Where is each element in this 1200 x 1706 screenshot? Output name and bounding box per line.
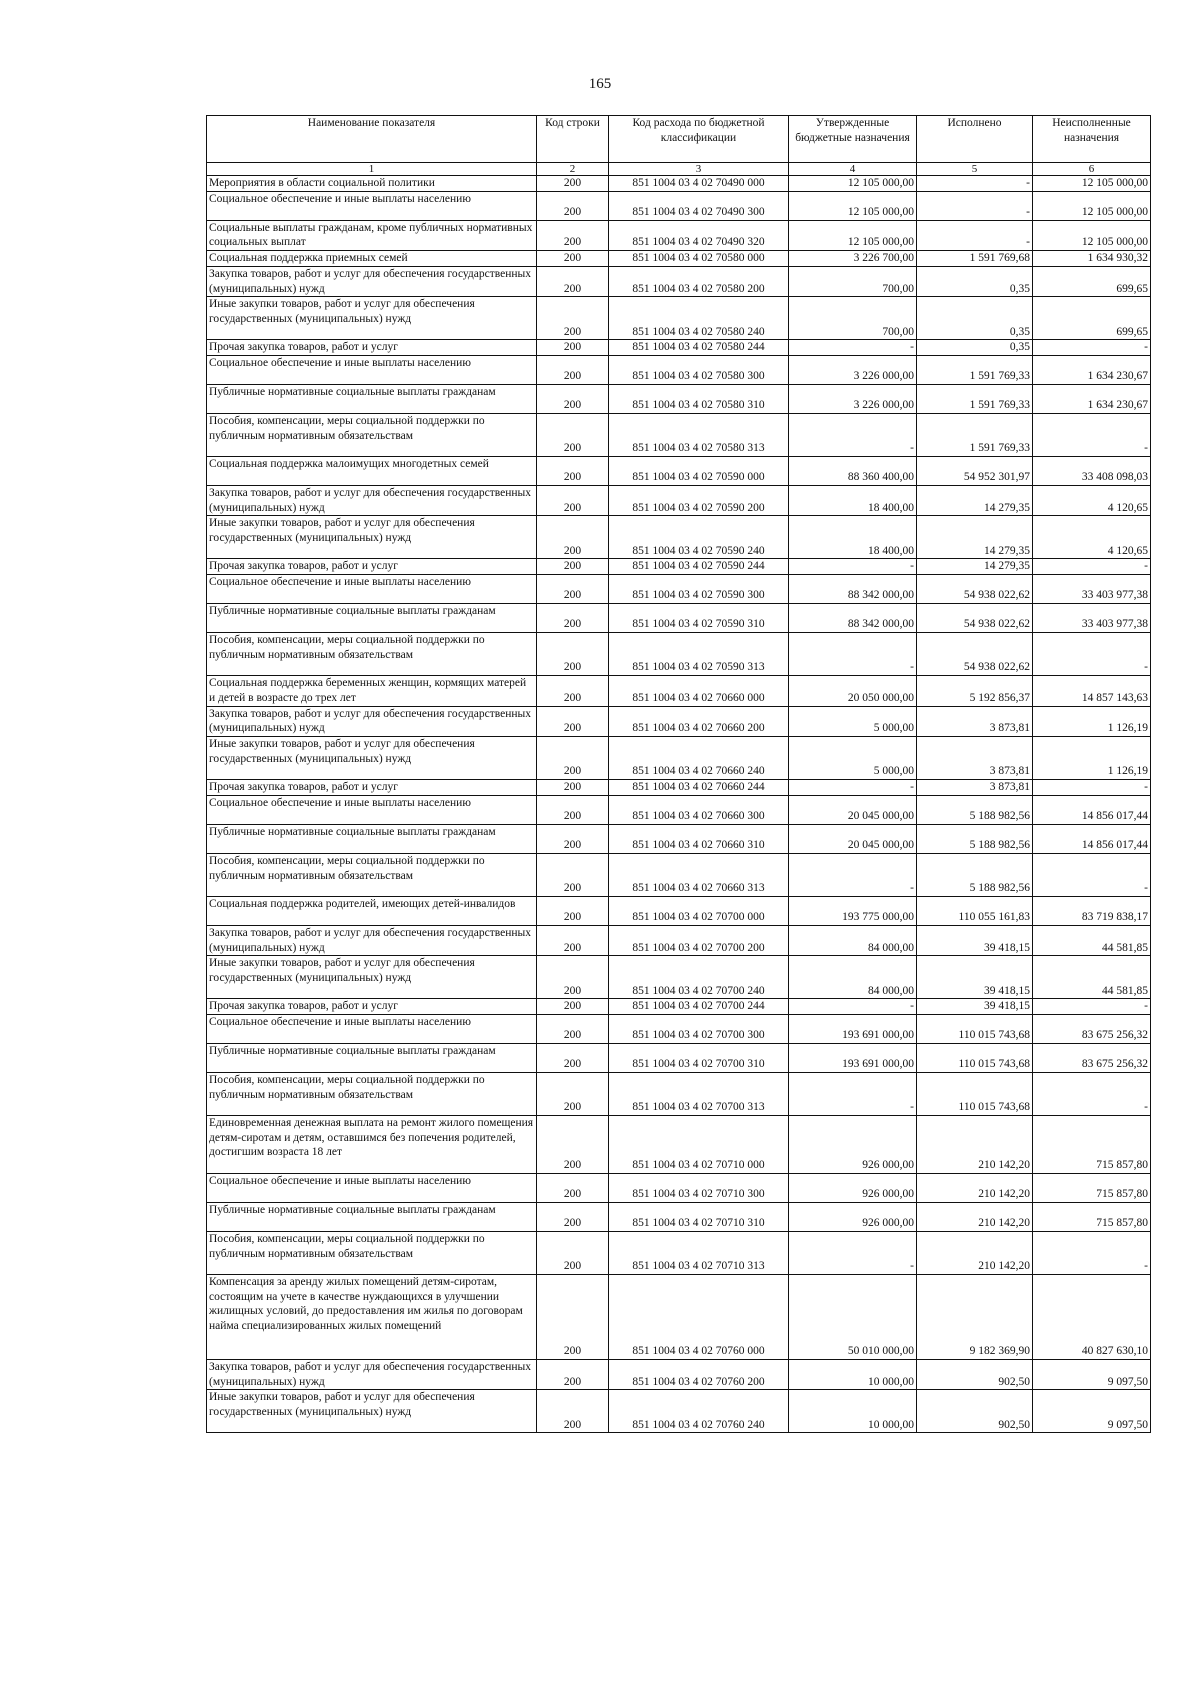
executed-amount-cell: 3 873,81 [917,706,1033,736]
approved-amount-cell: 926 000,00 [789,1115,917,1173]
budget-code-cell: 851 1004 03 4 02 70760 200 [609,1359,789,1389]
indicator-name-cell: Иные закупки товаров, работ и услуг для обеспечения государственных (муниципальных) нужд [207,516,537,559]
header-budget-classification-code: Код расхода по бюджетной классификации [609,116,789,163]
approved-amount-cell: 20 045 000,00 [789,795,917,824]
unexecuted-amount-cell: - [1033,1231,1151,1274]
approved-amount-cell: 20 050 000,00 [789,676,917,706]
indicator-name-cell: Социальное обеспечение и иные выплаты населению [207,795,537,824]
unexecuted-amount-cell: 715 857,80 [1033,1115,1151,1173]
indicator-name-cell: Иные закупки товаров, работ и услуг для обеспечения государственных (муниципальных) нужд [207,297,537,340]
table-row [207,266,1151,296]
unexecuted-amount-cell: - [1033,1072,1151,1115]
indicator-name-cell: Публичные нормативные социальные выплаты гражданам [207,385,537,414]
approved-amount-cell: 700,00 [789,266,917,296]
line-code-cell: 200 [537,1173,609,1202]
unexecuted-amount-cell: 12 105 000,00 [1033,220,1151,250]
table-row [207,1390,1151,1433]
executed-amount-cell: 210 142,20 [917,1115,1033,1173]
approved-amount-cell: 84 000,00 [789,925,917,955]
budget-code-cell: 851 1004 03 4 02 70700 310 [609,1043,789,1072]
unexecuted-amount-cell: 4 120,65 [1033,516,1151,559]
table-row [207,956,1151,999]
table-row [207,176,1151,192]
line-code-cell: 200 [537,1390,609,1433]
unexecuted-amount-cell: 83 675 256,32 [1033,1014,1151,1043]
indicator-name-cell: Иные закупки товаров, работ и услуг для обеспечения государственных (муниципальных) нужд [207,737,537,780]
budget-code-cell: 851 1004 03 4 02 70700 300 [609,1014,789,1043]
budget-code-cell: 851 1004 03 4 02 70580 244 [609,340,789,356]
executed-amount-cell: 0,35 [917,297,1033,340]
indicator-name-cell: Иные закупки товаров, работ и услуг для обеспечения государственных (муниципальных) нужд [207,1390,537,1433]
budget-code-cell: 851 1004 03 4 02 70660 310 [609,824,789,853]
unexecuted-amount-cell: 14 857 143,63 [1033,676,1151,706]
line-code-cell: 200 [537,176,609,192]
approved-amount-cell: 18 400,00 [789,486,917,516]
approved-amount-cell: 88 360 400,00 [789,457,917,486]
indicator-name-cell: Прочая закупка товаров, работ и услуг [207,999,537,1015]
line-code-cell: 200 [537,999,609,1015]
line-code-cell: 200 [537,853,609,896]
executed-amount-cell: 5 188 982,56 [917,795,1033,824]
budget-code-cell: 851 1004 03 4 02 70700 313 [609,1072,789,1115]
executed-amount-cell: 54 938 022,62 [917,633,1033,676]
budget-code-cell: 851 1004 03 4 02 70710 000 [609,1115,789,1173]
unexecuted-amount-cell: 14 856 017,44 [1033,824,1151,853]
indicator-name-cell: Публичные нормативные социальные выплаты гражданам [207,824,537,853]
table-row [207,1274,1151,1359]
unexecuted-amount-cell: 12 105 000,00 [1033,176,1151,192]
table-row [207,795,1151,824]
line-code-cell: 200 [537,1115,609,1173]
unexecuted-amount-cell: 33 408 098,03 [1033,457,1151,486]
approved-amount-cell: 18 400,00 [789,516,917,559]
table-row [207,486,1151,516]
line-code-cell: 200 [537,516,609,559]
budget-code-cell: 851 1004 03 4 02 70710 313 [609,1231,789,1274]
executed-amount-cell: - [917,191,1033,220]
executed-amount-cell: 110 015 743,68 [917,1014,1033,1043]
indicator-name-cell: Закупка товаров, работ и услуг для обеспечения государственных (муниципальных) нужд [207,486,537,516]
line-code-cell: 200 [537,1202,609,1231]
table-row [207,414,1151,457]
table-row [207,999,1151,1015]
budget-code-cell: 851 1004 03 4 02 70590 000 [609,457,789,486]
line-code-cell: 200 [537,604,609,633]
approved-amount-cell: 700,00 [789,297,917,340]
table-body [207,176,1151,1433]
unexecuted-amount-cell: 1 634 230,67 [1033,385,1151,414]
approved-amount-cell: - [789,559,917,575]
indicator-name-cell: Иные закупки товаров, работ и услуг для обеспечения государственных (муниципальных) нужд [207,956,537,999]
header-executed: Исполнено [917,116,1033,163]
table-row [207,737,1151,780]
unexecuted-amount-cell: 1 126,19 [1033,706,1151,736]
unexecuted-amount-cell: 12 105 000,00 [1033,191,1151,220]
table-row [207,676,1151,706]
budget-code-cell: 851 1004 03 4 02 70590 200 [609,486,789,516]
indicator-name-cell: Пособия, компенсации, меры социальной поддержки по публичным нормативным обязательствам [207,1072,537,1115]
budget-code-cell: 851 1004 03 4 02 70590 310 [609,604,789,633]
line-code-cell: 200 [537,956,609,999]
line-code-cell: 200 [537,385,609,414]
indicator-name-cell: Закупка товаров, работ и услуг для обеспечения государственных (муниципальных) нужд [207,925,537,955]
approved-amount-cell: - [789,999,917,1015]
executed-amount-cell: - [917,176,1033,192]
unexecuted-amount-cell: - [1033,633,1151,676]
budget-execution-table [206,115,1151,1433]
indicator-name-cell: Мероприятия в области социальной политики [207,176,537,192]
executed-amount-cell: 110 055 161,83 [917,896,1033,925]
indicator-name-cell: Закупка товаров, работ и услуг для обеспечения государственных (муниципальных) нужд [207,266,537,296]
approved-amount-cell: 50 010 000,00 [789,1274,917,1359]
table-row [207,633,1151,676]
approved-amount-cell: 10 000,00 [789,1359,917,1389]
line-code-cell: 200 [537,220,609,250]
line-code-cell: 200 [537,1043,609,1072]
table-row [207,824,1151,853]
approved-amount-cell: 5 000,00 [789,737,917,780]
table-row [207,457,1151,486]
approved-amount-cell: 20 045 000,00 [789,824,917,853]
column-number: 5 [917,163,1033,176]
table-row [207,1043,1151,1072]
executed-amount-cell: 210 142,20 [917,1231,1033,1274]
table-row [207,220,1151,250]
budget-code-cell: 851 1004 03 4 02 70760 240 [609,1390,789,1433]
line-code-cell: 200 [537,633,609,676]
budget-code-cell: 851 1004 03 4 02 70700 240 [609,956,789,999]
budget-code-cell: 851 1004 03 4 02 70590 300 [609,575,789,604]
budget-code-cell: 851 1004 03 4 02 70760 000 [609,1274,789,1359]
unexecuted-amount-cell: - [1033,559,1151,575]
line-code-cell: 200 [537,824,609,853]
budget-code-cell: 851 1004 03 4 02 70580 313 [609,414,789,457]
table-row [207,604,1151,633]
line-code-cell: 200 [537,1274,609,1359]
table-row [207,780,1151,796]
budget-code-cell: 851 1004 03 4 02 70660 240 [609,737,789,780]
executed-amount-cell: 54 952 301,97 [917,457,1033,486]
executed-amount-cell: 9 182 369,90 [917,1274,1033,1359]
approved-amount-cell: 12 105 000,00 [789,176,917,192]
indicator-name-cell: Социальное обеспечение и иные выплаты населению [207,356,537,385]
budget-code-cell: 851 1004 03 4 02 70700 244 [609,999,789,1015]
executed-amount-cell: 210 142,20 [917,1173,1033,1202]
approved-amount-cell: 193 691 000,00 [789,1014,917,1043]
budget-code-cell: 851 1004 03 4 02 70490 320 [609,220,789,250]
executed-amount-cell: 39 418,15 [917,956,1033,999]
indicator-name-cell: Пособия, компенсации, меры социальной поддержки по публичным нормативным обязательствам [207,1231,537,1274]
line-code-cell: 200 [537,486,609,516]
unexecuted-amount-cell: 715 857,80 [1033,1202,1151,1231]
indicator-name-cell: Социальное обеспечение и иные выплаты населению [207,1173,537,1202]
column-number: 3 [609,163,789,176]
executed-amount-cell: 39 418,15 [917,999,1033,1015]
line-code-cell: 200 [537,780,609,796]
executed-amount-cell: 14 279,35 [917,486,1033,516]
line-code-cell: 200 [537,676,609,706]
unexecuted-amount-cell: 715 857,80 [1033,1173,1151,1202]
budget-code-cell: 851 1004 03 4 02 70710 300 [609,1173,789,1202]
budget-code-cell: 851 1004 03 4 02 70660 244 [609,780,789,796]
table-row [207,1115,1151,1173]
line-code-cell: 200 [537,1072,609,1115]
budget-code-cell: 851 1004 03 4 02 70660 313 [609,853,789,896]
budget-code-cell: 851 1004 03 4 02 70580 000 [609,251,789,267]
budget-code-cell: 851 1004 03 4 02 70580 310 [609,385,789,414]
unexecuted-amount-cell: - [1033,853,1151,896]
line-code-cell: 200 [537,706,609,736]
executed-amount-cell: 0,35 [917,266,1033,296]
budget-code-cell: 851 1004 03 4 02 70590 244 [609,559,789,575]
header-unexecuted-appropriations: Неисполненные назначения [1033,116,1151,163]
unexecuted-amount-cell: 14 856 017,44 [1033,795,1151,824]
approved-amount-cell: 5 000,00 [789,706,917,736]
unexecuted-amount-cell: 44 581,85 [1033,925,1151,955]
executed-amount-cell: 1 591 769,33 [917,414,1033,457]
indicator-name-cell: Социальное обеспечение и иные выплаты населению [207,1014,537,1043]
line-code-cell: 200 [537,737,609,780]
table-row [207,896,1151,925]
executed-amount-cell: 39 418,15 [917,925,1033,955]
unexecuted-amount-cell: - [1033,414,1151,457]
unexecuted-amount-cell: 699,65 [1033,297,1151,340]
approved-amount-cell: 926 000,00 [789,1173,917,1202]
indicator-name-cell: Публичные нормативные социальные выплаты гражданам [207,1202,537,1231]
unexecuted-amount-cell: 83 719 838,17 [1033,896,1151,925]
line-code-cell: 200 [537,896,609,925]
unexecuted-amount-cell: - [1033,340,1151,356]
line-code-cell: 200 [537,1231,609,1274]
column-number: 6 [1033,163,1151,176]
column-number: 1 [207,163,537,176]
budget-code-cell: 851 1004 03 4 02 70660 000 [609,676,789,706]
table-row [207,356,1151,385]
column-number: 2 [537,163,609,176]
table-row [207,925,1151,955]
approved-amount-cell: - [789,1231,917,1274]
executed-amount-cell: 5 188 982,56 [917,824,1033,853]
executed-amount-cell: 14 279,35 [917,559,1033,575]
budget-code-cell: 851 1004 03 4 02 70700 000 [609,896,789,925]
executed-amount-cell: 5 188 982,56 [917,853,1033,896]
line-code-cell: 200 [537,1014,609,1043]
approved-amount-cell: 10 000,00 [789,1390,917,1433]
indicator-name-cell: Пособия, компенсации, меры социальной поддержки по публичным нормативным обязательствам [207,414,537,457]
executed-amount-cell: 3 873,81 [917,737,1033,780]
unexecuted-amount-cell: 1 634 230,67 [1033,356,1151,385]
executed-amount-cell: 1 591 769,33 [917,385,1033,414]
approved-amount-cell: - [789,1072,917,1115]
budget-code-cell: 851 1004 03 4 02 70490 300 [609,191,789,220]
indicator-name-cell: Прочая закупка товаров, работ и услуг [207,340,537,356]
line-code-cell: 200 [537,297,609,340]
approved-amount-cell: 84 000,00 [789,956,917,999]
indicator-name-cell: Социальное обеспечение и иные выплаты населению [207,575,537,604]
approved-amount-cell: 193 691 000,00 [789,1043,917,1072]
executed-amount-cell: - [917,220,1033,250]
line-code-cell: 200 [537,266,609,296]
indicator-name-cell: Закупка товаров, работ и услуг для обеспечения государственных (муниципальных) нужд [207,1359,537,1389]
line-code-cell: 200 [537,559,609,575]
table-row [207,853,1151,896]
unexecuted-amount-cell: 44 581,85 [1033,956,1151,999]
indicator-name-cell: Прочая закупка товаров, работ и услуг [207,780,537,796]
table-row [207,559,1151,575]
line-code-cell: 200 [537,1359,609,1389]
budget-code-cell: 851 1004 03 4 02 70580 300 [609,356,789,385]
indicator-name-cell: Пособия, компенсации, меры социальной поддержки по публичным нормативным обязательствам [207,853,537,896]
table-row [207,297,1151,340]
line-code-cell: 200 [537,356,609,385]
line-code-cell: 200 [537,340,609,356]
budget-code-cell: 851 1004 03 4 02 70660 300 [609,795,789,824]
unexecuted-amount-cell: 1 634 930,32 [1033,251,1151,267]
page-number: 165 [588,76,612,92]
table-row [207,1359,1151,1389]
indicator-name-cell: Закупка товаров, работ и услуг для обеспечения государственных (муниципальных) нужд [207,706,537,736]
unexecuted-amount-cell: - [1033,999,1151,1015]
budget-code-cell: 851 1004 03 4 02 70580 200 [609,266,789,296]
budget-code-cell: 851 1004 03 4 02 70590 240 [609,516,789,559]
table-row [207,1202,1151,1231]
approved-amount-cell: - [789,633,917,676]
approved-amount-cell: 193 775 000,00 [789,896,917,925]
header-row [207,116,1151,163]
table-row [207,191,1151,220]
unexecuted-amount-cell: 9 097,50 [1033,1390,1151,1433]
approved-amount-cell: - [789,340,917,356]
unexecuted-amount-cell: 83 675 256,32 [1033,1043,1151,1072]
executed-amount-cell: 54 938 022,62 [917,604,1033,633]
line-code-cell: 200 [537,414,609,457]
indicator-name-cell: Пособия, компенсации, меры социальной поддержки по публичным нормативным обязательствам [207,633,537,676]
table-row [207,1014,1151,1043]
unexecuted-amount-cell: 33 403 977,38 [1033,604,1151,633]
unexecuted-amount-cell: 9 097,50 [1033,1359,1151,1389]
indicator-name-cell: Социальная поддержка малоимущих многодетных семей [207,457,537,486]
column-number: 4 [789,163,917,176]
header-indicator-name: Наименование показателя [207,116,537,163]
indicator-name-cell: Социальная поддержка родителей, имеющих детей-инвалидов [207,896,537,925]
table-row [207,575,1151,604]
indicator-name-cell: Социальная поддержка приемных семей [207,251,537,267]
approved-amount-cell: - [789,853,917,896]
executed-amount-cell: 110 015 743,68 [917,1072,1033,1115]
budget-code-cell: 851 1004 03 4 02 70490 000 [609,176,789,192]
header-approved-appropriations: Утвержденные бюджетные назначения [789,116,917,163]
approved-amount-cell: 88 342 000,00 [789,575,917,604]
indicator-name-cell: Компенсация за аренду жилых помещений детям-сиротам, состоящим на учете в качестве нуждающихся в улучшении жилищных условий, до предоставления им жилья по договорам найма специализированных жилых помещений [207,1274,537,1359]
approved-amount-cell: 3 226 000,00 [789,385,917,414]
approved-amount-cell: 88 342 000,00 [789,604,917,633]
indicator-name-cell: Единовременная денежная выплата на ремонт жилого помещения детям-сиротам и детям, оставшимся без попечения родителей, достигшим возраста 18 лет [207,1115,537,1173]
approved-amount-cell: 926 000,00 [789,1202,917,1231]
executed-amount-cell: 1 591 769,68 [917,251,1033,267]
executed-amount-cell: 902,50 [917,1359,1033,1389]
line-code-cell: 200 [537,457,609,486]
executed-amount-cell: 5 192 856,37 [917,676,1033,706]
table-row [207,340,1151,356]
table-row [207,516,1151,559]
budget-code-cell: 851 1004 03 4 02 70710 310 [609,1202,789,1231]
table-row [207,1173,1151,1202]
line-code-cell: 200 [537,191,609,220]
indicator-name-cell: Публичные нормативные социальные выплаты гражданам [207,604,537,633]
line-code-cell: 200 [537,251,609,267]
column-number-row [207,163,1151,176]
unexecuted-amount-cell: 699,65 [1033,266,1151,296]
unexecuted-amount-cell: 40 827 630,10 [1033,1274,1151,1359]
approved-amount-cell: 3 226 700,00 [789,251,917,267]
executed-amount-cell: 0,35 [917,340,1033,356]
indicator-name-cell: Социальное обеспечение и иные выплаты населению [207,191,537,220]
executed-amount-cell: 110 015 743,68 [917,1043,1033,1072]
table-row [207,1072,1151,1115]
indicator-name-cell: Социальные выплаты гражданам, кроме публичных нормативных социальных выплат [207,220,537,250]
approved-amount-cell: 3 226 000,00 [789,356,917,385]
executed-amount-cell: 3 873,81 [917,780,1033,796]
unexecuted-amount-cell: 1 126,19 [1033,737,1151,780]
approved-amount-cell: - [789,780,917,796]
indicator-name-cell: Социальная поддержка беременных женщин, кормящих матерей и детей в возрасте до трех лет [207,676,537,706]
approved-amount-cell: 12 105 000,00 [789,191,917,220]
indicator-name-cell: Публичные нормативные социальные выплаты гражданам [207,1043,537,1072]
executed-amount-cell: 54 938 022,62 [917,575,1033,604]
executed-amount-cell: 902,50 [917,1390,1033,1433]
approved-amount-cell: 12 105 000,00 [789,220,917,250]
line-code-cell: 200 [537,925,609,955]
unexecuted-amount-cell: 4 120,65 [1033,486,1151,516]
executed-amount-cell: 210 142,20 [917,1202,1033,1231]
unexecuted-amount-cell: - [1033,780,1151,796]
header-line-code: Код строки [537,116,609,163]
table-row [207,706,1151,736]
unexecuted-amount-cell: 33 403 977,38 [1033,575,1151,604]
table-row [207,1231,1151,1274]
table-row [207,385,1151,414]
indicator-name-cell: Прочая закупка товаров, работ и услуг [207,559,537,575]
line-code-cell: 200 [537,795,609,824]
approved-amount-cell: - [789,414,917,457]
budget-code-cell: 851 1004 03 4 02 70660 200 [609,706,789,736]
budget-code-cell: 851 1004 03 4 02 70580 240 [609,297,789,340]
budget-code-cell: 851 1004 03 4 02 70700 200 [609,925,789,955]
table-row [207,251,1151,267]
executed-amount-cell: 1 591 769,33 [917,356,1033,385]
budget-code-cell: 851 1004 03 4 02 70590 313 [609,633,789,676]
line-code-cell: 200 [537,575,609,604]
executed-amount-cell: 14 279,35 [917,516,1033,559]
